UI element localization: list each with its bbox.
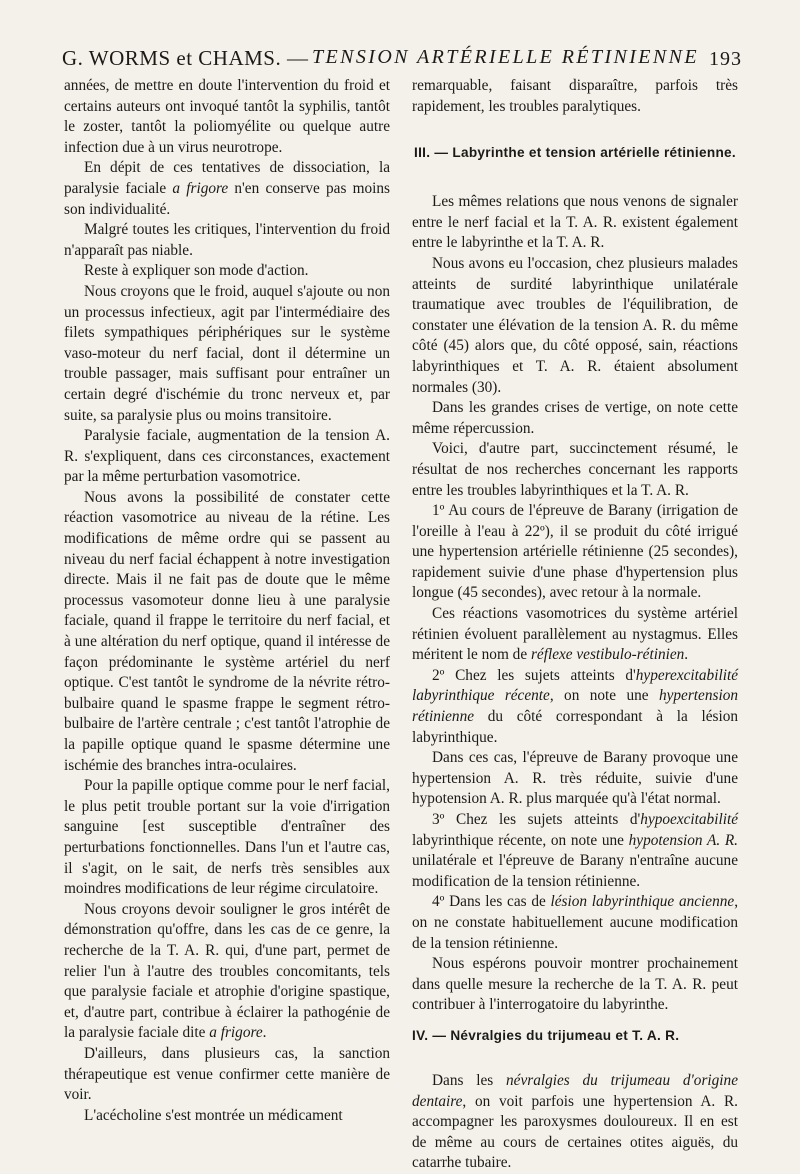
paragraph: Voici, d'autre part, succinctement résumé, le résultat de nos recherches concernant les rapports entre les troubles labyrinthiques et la T. A. R. [412,440,738,499]
paragraph: Reste à expliquer son mode d'action. [84,262,309,280]
paragraph: Nous croyons devoir souligner le gros intérêt de démonstration qu'offre, dans les cas de ce genre, la recherche de la T. A. R. qui, d'une part, permet de relier l'un à l'autre des troubles concomitants, tels que paralysie faciale et atrophie d'origine spastique, et, d'autre part, contribue à éclairer la pathogénie de la paralysie faciale dite a frigore. [64,900,390,1042]
paragraph: Nous avons eu l'occasion, chez plusieurs malades atteints de surdité labyrinthique unilatérale traumatique avec troubles de l'équilibration, de constater une élévation de la tension A. R. du même côté (45) alors que, du côté opposé, sain, réactions labyrinthiques et T. A. R. étaient absolument normales (30). [412,254,738,396]
section-heading-3: III. — Labyrinthe et tension artérielle rétinienne. [414,145,736,161]
paragraph: 2º Chez les sujets atteints d'hyperexcitabilité labyrinthique récente, on note une hypertension rétinienne du côté correspondant à la lésion labyrinthique. [412,666,738,746]
running-header [62,44,742,74]
paragraph: Paralysie faciale, augmentation de la tension A. R. s'expliquent, dans ces circonstances, exactement par la même perturbation vasomotrice. [64,427,390,486]
paragraph: Dans les grandes crises de vertige, on note cette même répercussion. [412,399,738,437]
paragraph: remarquable, faisant disparaître, parfois très rapidement, les troubles paralytiques. [412,77,738,115]
paragraph: Ces réactions vasomotrices du système artériel rétinien évoluent parallèlement au nystagmus. Elles méritent le nom de réflexe vestibulo-rétinien. [412,605,738,664]
paragraph: Dans les névralgies du trijumeau d'origine dentaire, on voit parfois une hypertension A. R. accompagner les paroxysmes douloureux. Il en est de même au cours de certaines otites aiguës, du catarrhe tubaire. [412,1071,738,1172]
paragraph: 1º Au cours de l'épreuve de Barany (irrigation de l'oreille à l'eau à 22º), il se produit du côté irrigué une hypertension artérielle rétinienne (25 secondes), rapidement suivie d'une phase d'hypertension plus longue (45 secondes), avec retour à la normale. [412,502,738,602]
page-number: 193 [709,48,742,70]
paragraph: Nous avons la possibilité de constater cette réaction vasomotrice au niveau de la rétine. Les modifications de même ordre qui se passent au niveau du nerf facial échappent à notre investigation directe. Mais il ne fait pas de doute que le même processus vasomoteur donne lieu à une paralysie faciale, quand il frappe le territoire du nerf facial, et à une altération du nerf optique, quand il intéresse de façon prédominante le système artériel du nerf optique. C'est tantôt le syndrome de la névrite rétro-bulbaire quand le spasme frappe le segment rétro-bulbaire de l'artère centrale ; c'est tantôt l'atrophie de la papille optique quand le spasme détermine une ischémie des branches intra-oculaires. [64,488,390,774]
paragraph: 4º Dans les cas de lésion labyrinthique ancienne, on ne constate habituellement aucune modification de la tension rétinienne. [412,893,739,952]
paragraph: Malgré toutes les critiques, l'intervention du froid n'apparaît pas niable. [64,221,390,259]
paragraph: Nous espérons pouvoir montrer prochainement dans quelle mesure la recherche de la T. A. R. peut contribuer à l'interrogatoire du labyrinthe. [412,955,738,1014]
right-column [412,76,738,1174]
paragraph: L'acécholine s'est montrée un médicament [84,1106,343,1124]
paragraph: Les mêmes relations que nous venons de signaler entre le nerf facial et la T. A. R. existent également entre le labyrinthe et la T. A. R. [412,193,738,252]
paragraph: Nous croyons que le froid, auquel s'ajoute ou non un processus infectieux, agit par l'intermédiaire des filets sympathiques périphériques sur le système vaso-moteur du nerf facial, dont il détermine un trouble passager, mais suffisant pour entraîner un certain degré d'ischémie du tronc nerveux et, par suite, sa paralysie plus ou moins transitoire. [64,282,390,424]
paragraph: années, de mettre en doute l'intervention du froid et certains auteurs ont invoqué tantôt la syphilis, tantôt le zoster, tantôt la poliomyélite ou quelque autre infection due à un virus neurotrope. [64,77,390,156]
section-heading-4: IV. — Névralgies du trijumeau et T. A. R. [412,1027,680,1043]
left-column [64,76,390,1126]
header-title: TENSION ARTÉRIELLE RÉTINIENNE [312,46,700,68]
header-authors: G. WORMS et CHAMS. — [62,46,309,70]
paragraph: En dépit de ces tentatives de dissociation, la paralysie faciale a frigore n'en conserve pas moins son individualité. [64,159,391,218]
paragraph: Pour la papille optique comme pour le nerf facial, le plus petit trouble portant sur la voie d'irrigation sanguine [est susceptible d'entraîner des perturbations fonctionnelles. Dans l'un et l'autre cas, il s'agit, on le sait, de nerfs très sensibles aux moindres modifications de leur régime circulatoire. [64,777,390,898]
paragraph: Dans ces cas, l'épreuve de Barany provoque une hypertension A. R. très réduite, suivie d'une hypotension A. R. plus marquée qu'à l'état normal. [412,749,738,808]
paragraph: 3º Chez les sujets atteints d'hypoexcitabilité labyrinthique récente, on note une hypotension A. R. unilatérale et l'épreuve de Barany n'entraîne aucune modification de la tension rétinienne. [412,811,738,890]
paragraph: D'ailleurs, dans plusieurs cas, la sanction thérapeutique est venue confirmer cette manière de voir. [64,1044,390,1104]
